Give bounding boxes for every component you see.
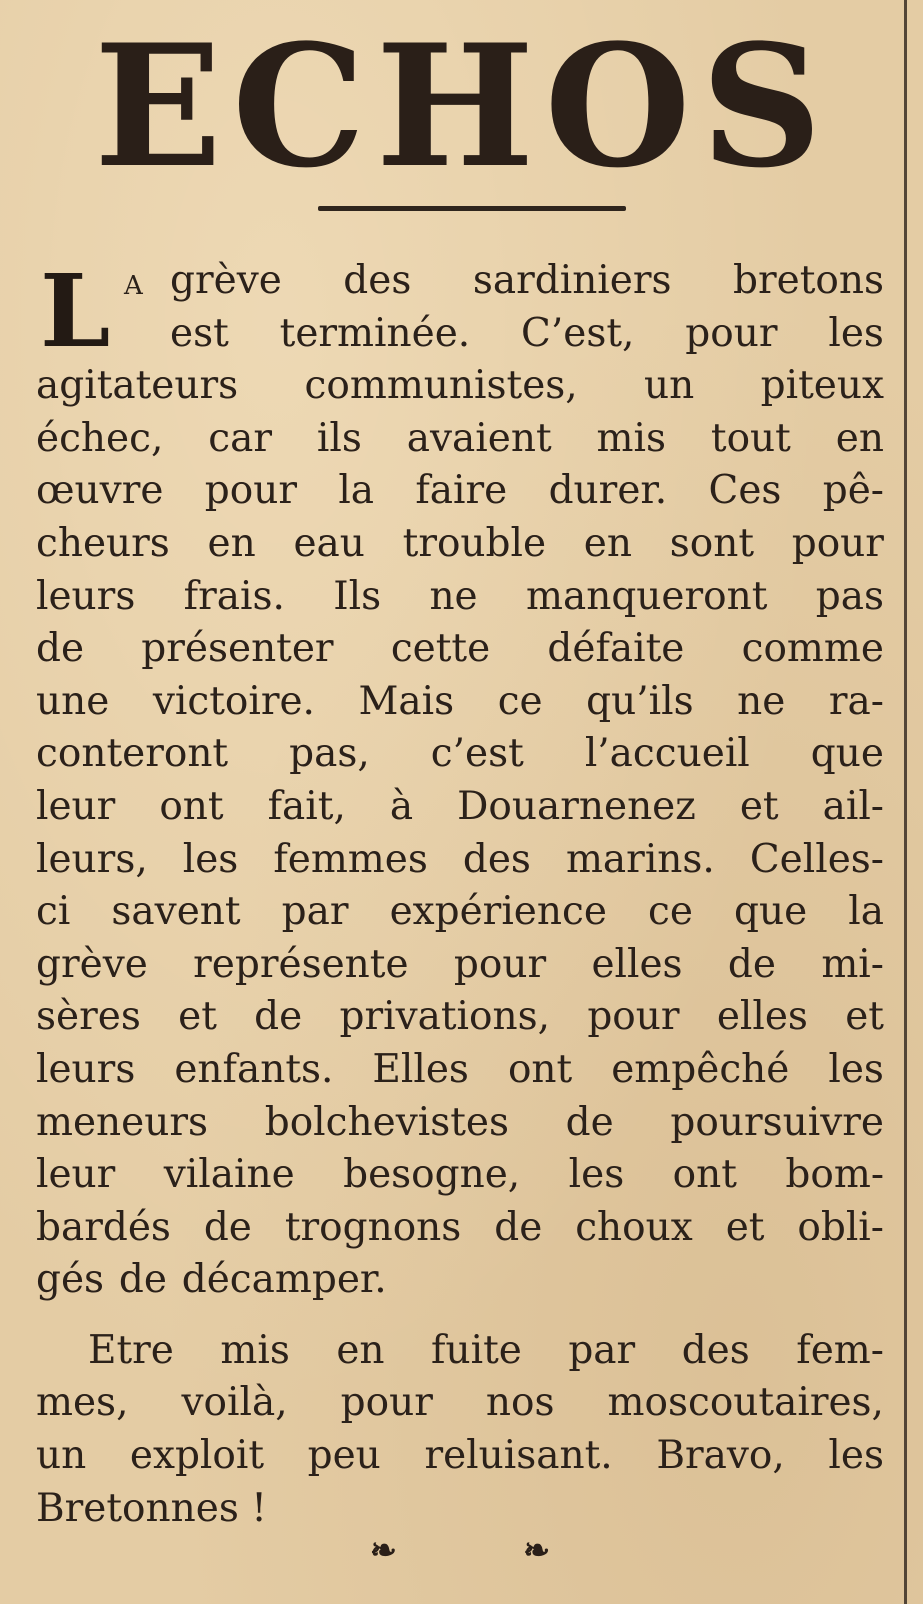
text-line — [36, 1325, 884, 1378]
word: ce — [497, 678, 543, 724]
word: qu’ils — [586, 678, 694, 724]
word: leurs, — [36, 836, 148, 882]
word: C’est, — [521, 310, 635, 356]
text-line — [36, 1430, 884, 1483]
word: meneurs — [36, 1099, 209, 1145]
text-line — [36, 518, 884, 571]
word: un — [36, 1433, 87, 1479]
word: représente — [193, 941, 409, 987]
word: des — [462, 836, 531, 882]
word: présenter — [141, 626, 334, 672]
word: ne — [429, 573, 478, 619]
word: frais. — [183, 573, 285, 619]
word: trouble — [402, 520, 547, 566]
word: conteront — [36, 731, 229, 777]
word: besogne, — [343, 1152, 521, 1198]
word: œuvre — [36, 468, 164, 514]
word: Bretonnes ! — [36, 1485, 267, 1531]
text-line — [36, 571, 884, 624]
word: la — [848, 889, 884, 935]
word: les — [568, 1152, 625, 1198]
word: ra- — [828, 678, 884, 724]
text-line — [36, 1377, 884, 1430]
text-line — [36, 1149, 884, 1202]
word: c’est — [430, 731, 524, 777]
heading-underline — [318, 206, 626, 211]
word: tout — [710, 415, 791, 461]
word: bardés — [36, 1204, 171, 1250]
word: pas, — [289, 731, 370, 777]
word: Ces — [708, 468, 782, 514]
word: leur — [36, 1152, 116, 1198]
word: trognons — [284, 1204, 462, 1250]
ornament-divider — [370, 1530, 550, 1570]
word: peu — [307, 1433, 381, 1479]
word: pour — [340, 1380, 433, 1426]
word: et — [178, 994, 217, 1040]
word: grève — [170, 258, 282, 303]
word: choux — [575, 1204, 693, 1250]
paragraph-1 — [36, 252, 884, 1307]
word: enfants. — [174, 1046, 334, 1092]
word: sont — [669, 520, 755, 566]
word: communistes, — [304, 363, 578, 409]
word: de — [494, 1204, 543, 1250]
word: sères — [36, 994, 141, 1040]
word: ci — [36, 889, 71, 935]
word: Etre — [88, 1327, 174, 1373]
column-rule — [904, 0, 907, 1604]
word: et — [845, 994, 884, 1040]
text-line — [36, 360, 884, 413]
word: nos — [485, 1380, 555, 1426]
word: par — [281, 889, 349, 935]
word: victoire. — [152, 678, 315, 724]
word: mis — [596, 415, 666, 461]
word: et — [739, 783, 779, 829]
text-line — [36, 623, 884, 676]
text-line — [36, 1202, 884, 1255]
word: grève — [36, 941, 148, 987]
word: de — [565, 1099, 614, 1145]
text-line — [36, 781, 884, 834]
word: que — [733, 889, 808, 935]
word: eau — [293, 520, 365, 566]
word: ils — [316, 415, 362, 461]
word: pour — [204, 468, 297, 514]
word: faire — [415, 468, 508, 514]
word: marins. — [565, 836, 715, 882]
word: les — [828, 1046, 884, 1092]
word: ail- — [822, 783, 884, 829]
word: ne — [737, 678, 786, 724]
word: décamper. — [181, 1257, 387, 1303]
word: ont — [159, 783, 224, 829]
word: voilà, — [181, 1380, 288, 1426]
word: l’accueil — [584, 731, 750, 777]
word: cette — [390, 626, 491, 672]
text-line — [36, 939, 884, 992]
text-line — [36, 1044, 884, 1097]
text-line — [36, 728, 884, 781]
word: de — [36, 626, 85, 672]
word: reluisant. — [424, 1433, 613, 1479]
word: terminée. — [279, 310, 471, 356]
word: piteux — [760, 363, 884, 409]
word: poursuivre — [670, 1099, 884, 1145]
word: et — [725, 1204, 765, 1250]
word: les — [182, 836, 239, 882]
word: cheurs — [36, 520, 170, 566]
fleuron-icon: ❧ — [370, 1531, 397, 1569]
word: en — [835, 415, 884, 461]
word: que — [810, 731, 884, 777]
word: durer. — [548, 468, 668, 514]
word: pour — [685, 310, 778, 356]
article-body — [36, 252, 884, 1535]
small-cap-letter: A — [124, 271, 143, 301]
drop-cap: L — [40, 252, 111, 370]
word: privations, — [339, 994, 551, 1040]
word: obli- — [797, 1204, 884, 1250]
word: de — [254, 994, 303, 1040]
word: les — [828, 1433, 884, 1479]
word: comme — [741, 626, 884, 672]
word: est — [170, 310, 229, 356]
word: par — [568, 1327, 636, 1373]
word: en — [336, 1327, 385, 1373]
word: mes, — [36, 1380, 129, 1426]
word: échec, — [36, 415, 164, 461]
word: moscoutaires, — [607, 1380, 884, 1426]
word: de — [203, 1204, 252, 1250]
word: Elles — [372, 1046, 469, 1092]
paragraph-2 — [36, 1325, 884, 1535]
word: une — [36, 678, 110, 724]
word: Celles- — [749, 836, 884, 882]
word: ont — [672, 1152, 737, 1198]
word: sardiniers — [472, 258, 672, 303]
word: empêché — [611, 1046, 790, 1092]
word: pour — [791, 520, 884, 566]
word: bom- — [785, 1152, 884, 1198]
word: pour — [587, 994, 680, 1040]
word: fuite — [431, 1327, 522, 1373]
word: femmes — [273, 836, 428, 882]
word: fem- — [796, 1327, 884, 1373]
word: vilaine — [163, 1152, 295, 1198]
word: manqueront — [525, 573, 768, 619]
word: bolchevistes — [264, 1099, 509, 1145]
word: leur — [36, 783, 116, 829]
word: Ils — [333, 573, 382, 619]
word: leurs — [36, 1046, 136, 1092]
word: les — [828, 310, 884, 356]
word: ce — [647, 889, 693, 935]
word: elles — [591, 941, 683, 987]
word: des — [343, 258, 412, 303]
word: pas — [815, 573, 884, 619]
word: Mais — [358, 678, 455, 724]
word: elles — [716, 994, 808, 1040]
text-line — [36, 886, 884, 939]
word: pour — [453, 941, 547, 987]
word: à — [389, 783, 414, 829]
word: la — [338, 468, 375, 514]
word: avaient — [406, 415, 552, 461]
word: mi- — [821, 941, 884, 987]
word: en — [207, 520, 256, 566]
word: des — [681, 1327, 750, 1373]
word: fait, — [267, 783, 346, 829]
text-line — [36, 676, 884, 729]
word: un — [644, 363, 695, 409]
text-line — [36, 308, 884, 361]
text-line — [36, 465, 884, 518]
word: pê- — [822, 468, 884, 514]
fleuron-icon: ❧ — [523, 1531, 550, 1569]
text-line — [36, 834, 884, 887]
word: bretons — [733, 258, 884, 303]
word: leurs — [36, 573, 136, 619]
word: mis — [220, 1327, 290, 1373]
text-line — [36, 1254, 884, 1307]
word: de — [727, 941, 776, 987]
text-line — [36, 1097, 884, 1150]
word: de — [118, 1257, 167, 1303]
text-line — [36, 1483, 884, 1536]
section-heading: ECHOS — [93, 7, 833, 205]
word: Douarnenez — [457, 783, 696, 829]
word: défaite — [547, 626, 685, 672]
text-line-first — [36, 255, 884, 308]
word: gés — [36, 1257, 105, 1303]
word: en — [583, 520, 632, 566]
word: expérience — [389, 889, 607, 935]
word: agitateurs — [36, 363, 239, 409]
text-line — [36, 413, 884, 466]
word: savent — [111, 889, 241, 935]
word: exploit — [129, 1433, 265, 1479]
word: Bravo, — [656, 1433, 785, 1479]
text-line — [36, 991, 884, 1044]
word: car — [208, 415, 272, 461]
word: ont — [507, 1046, 573, 1092]
